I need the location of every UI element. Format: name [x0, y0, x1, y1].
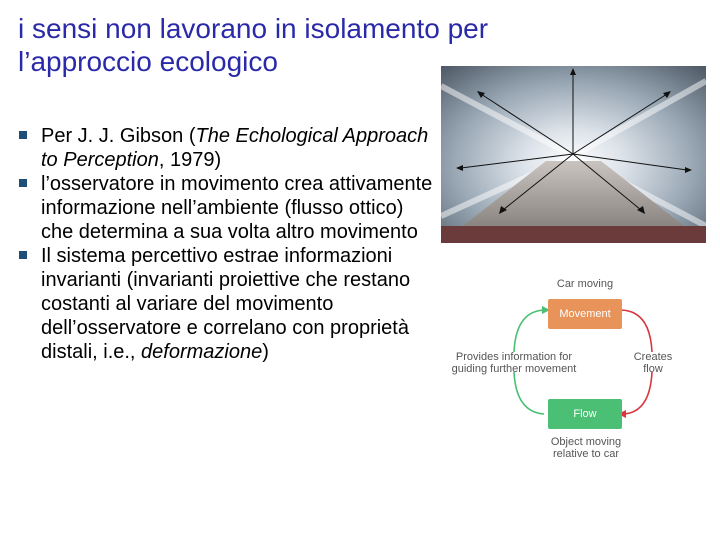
bullet-text: deformazione — [141, 341, 263, 363]
movement-box: Movement — [548, 299, 622, 329]
flow-box: Flow — [548, 399, 622, 429]
bullet-text: The Echological Approach to Perception — [41, 125, 429, 171]
object-moving-line-1: Object moving — [550, 436, 622, 448]
creates-flow-line-2: flow — [643, 363, 663, 375]
provides-information-label — [448, 351, 580, 375]
bullet-list — [18, 124, 438, 364]
car-moving-label: Car moving — [556, 278, 614, 290]
bullet-item — [18, 244, 438, 364]
provides-information-line-1: Provides information for — [455, 351, 573, 363]
slide-title-line-1: i sensi non lavorano in isolamento per — [18, 13, 489, 44]
slide-title-line-2: l’approccio ecologico — [18, 46, 278, 77]
bullet-text: , 1979) — [158, 149, 222, 171]
bullet-text: ) — [262, 341, 269, 363]
object-moving-label — [536, 436, 636, 460]
bullet-text: Il sistema percettivo estrae informazioni invarianti (invarianti proiettive che restano costanti al variare del movimento dell’osservatore e correlano con proprietà distali, i.e., — [41, 245, 411, 363]
bullet-square-icon — [19, 179, 27, 187]
bullet-item — [18, 124, 438, 172]
bullet-square-icon — [19, 251, 27, 259]
optic-flow-photo — [441, 66, 706, 243]
bullet-text: Per J. J. Gibson ( — [41, 125, 196, 147]
creates-flow-label — [626, 351, 680, 375]
object-moving-line-2: relative to car — [552, 448, 620, 460]
provides-information-line-2: guiding further movement — [451, 363, 577, 375]
bullet-square-icon — [19, 131, 27, 139]
creates-flow-line-1: Creates — [633, 351, 673, 363]
bullet-item — [18, 172, 438, 244]
bullet-text: l’osservatore in movimento crea attivamente informazione nell’ambiente (flusso ottico) che determina a sua volta altro movimento — [41, 173, 433, 243]
movement-flow-diagram — [446, 272, 686, 472]
